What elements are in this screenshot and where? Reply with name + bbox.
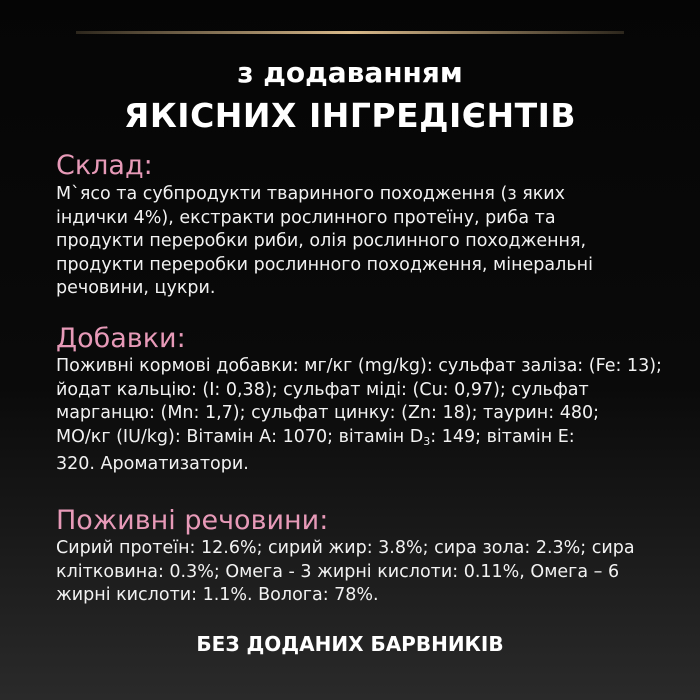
nutrients-text: Сирий протеїн: 12.6%; сирий жир: 3.8%; сира зола: 2.3%; сира клітковина: 0.3%; Омега - 3 жирні кислоти: 0.11%, Омега – 6 жирні кислоти: 1.1%. Волога: 78%. bbox=[56, 538, 635, 605]
composition-text: М`ясо та субпродукти тваринного походження (з яких індички 4%), екстракти рослинного протеїну, риба та продукти переробки риби, олія рослинного походження, продукти переробки рослинного походження, мінеральні речовини, цукри. bbox=[56, 184, 593, 298]
footer-no-colorants: БЕЗ ДОДАНИХ БАРВНИКІВ bbox=[196, 632, 504, 656]
top-gold-divider bbox=[76, 31, 624, 34]
nutrients-title: Поживні речовини: bbox=[56, 505, 329, 536]
headline-line-1: з додаванням bbox=[237, 56, 463, 89]
additives-text-part1: Поживні кормові добавки: мг/кг (mg/kg): сульфат заліза: (Fe: 13); йодат кальцію: (I: 0,38); сульфат міді: (Cu: 0,97); сульфат марганцю: (Mn: 1,7); сульфат цинку: (Zn: 18); таурин: 480; МО/кг (IU/kg): Вітамін А: 1070; вітамін D bbox=[56, 356, 662, 447]
additives-text bbox=[56, 355, 666, 477]
vitamin-d-subscript: 3 bbox=[423, 434, 431, 448]
headline-line-2: ЯКІСНИХ ІНГРЕДІЄНТІВ bbox=[123, 96, 577, 135]
additives-title: Добавки: bbox=[56, 323, 186, 354]
composition-title: Склад: bbox=[56, 150, 153, 181]
additives-text-part2: : 149; вітамін Е: 320. Ароматизатори. bbox=[56, 426, 575, 474]
